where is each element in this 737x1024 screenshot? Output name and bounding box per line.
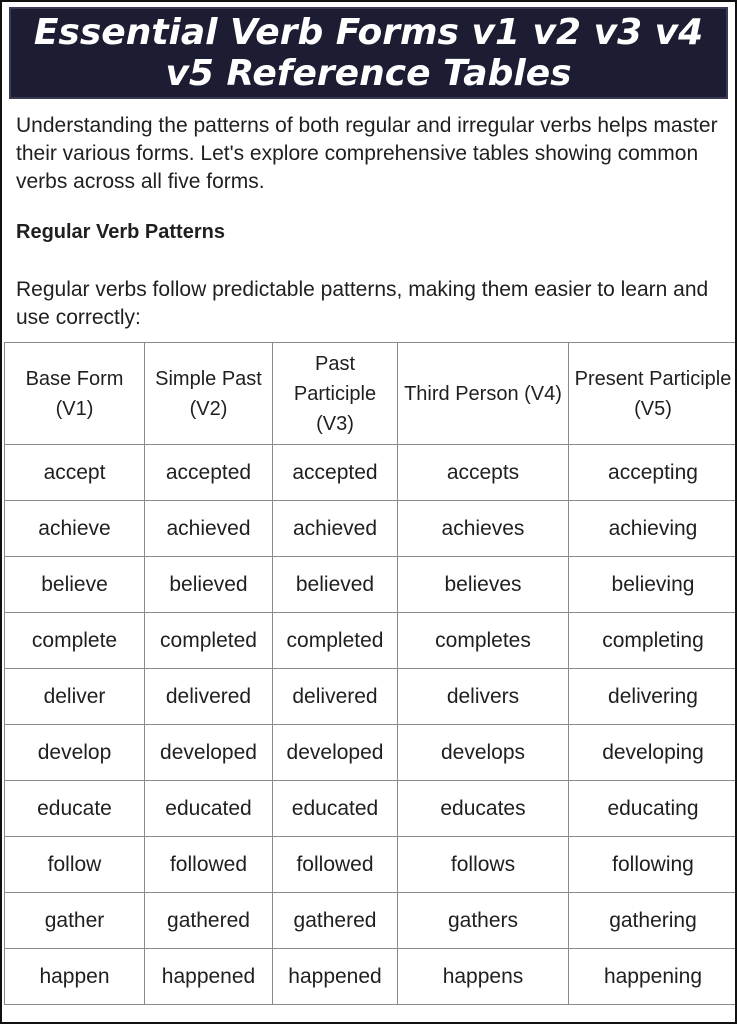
cell-v4: achieves (398, 501, 569, 557)
cell-v1: achieve (5, 501, 145, 557)
cell-v3: developed (273, 725, 398, 781)
cell-v2: happened (145, 949, 273, 1005)
section-heading: Regular Verb Patterns (16, 221, 225, 243)
cell-v5: delivering (569, 669, 737, 725)
column-header-v3: Past Participle (V3) (273, 343, 398, 445)
cell-v3: believed (273, 557, 398, 613)
cell-v5: educating (569, 781, 737, 837)
cell-v2: followed (145, 837, 273, 893)
table-row (5, 557, 737, 613)
page-title: Essential Verb Forms v1 v2 v3 v4 v5 Reference Tables (33, 12, 704, 94)
table-row (5, 613, 737, 669)
cell-v1: gather (5, 893, 145, 949)
cell-v3: happened (273, 949, 398, 1005)
cell-v1: educate (5, 781, 145, 837)
cell-v3: followed (273, 837, 398, 893)
cell-v2: developed (145, 725, 273, 781)
cell-v4: delivers (398, 669, 569, 725)
cell-v4: believes (398, 557, 569, 613)
cell-v3: accepted (273, 445, 398, 501)
table-row (5, 669, 737, 725)
cell-v4: follows (398, 837, 569, 893)
cell-v1: happen (5, 949, 145, 1005)
cell-v3: delivered (273, 669, 398, 725)
cell-v4: educates (398, 781, 569, 837)
column-header-v2: Simple Past (V2) (145, 343, 273, 445)
cell-v2: delivered (145, 669, 273, 725)
cell-v1: accept (5, 445, 145, 501)
cell-v2: completed (145, 613, 273, 669)
table-row (5, 837, 737, 893)
cell-v5: believing (569, 557, 737, 613)
cell-v5: achieving (569, 501, 737, 557)
cell-v1: deliver (5, 669, 145, 725)
table-row (5, 725, 737, 781)
cell-v2: achieved (145, 501, 273, 557)
title-banner (9, 7, 728, 99)
verb-forms-table (4, 342, 737, 1005)
cell-v5: accepting (569, 445, 737, 501)
table-row (5, 445, 737, 501)
cell-v5: following (569, 837, 737, 893)
table-row (5, 893, 737, 949)
cell-v3: achieved (273, 501, 398, 557)
table-row (5, 781, 737, 837)
cell-v5: happening (569, 949, 737, 1005)
cell-v2: educated (145, 781, 273, 837)
intro-paragraph: Understanding the patterns of both regular and irregular verbs helps master their various forms. Let's explore comprehensive tables showing common verbs across all five forms. (16, 114, 718, 193)
cell-v2: believed (145, 557, 273, 613)
table-header-row (5, 343, 737, 445)
cell-v4: happens (398, 949, 569, 1005)
cell-v1: believe (5, 557, 145, 613)
cell-v4: completes (398, 613, 569, 669)
column-header-v5: Present Participle (V5) (569, 343, 737, 445)
cell-v3: educated (273, 781, 398, 837)
table-row (5, 501, 737, 557)
cell-v1: develop (5, 725, 145, 781)
cell-v2: accepted (145, 445, 273, 501)
cell-v1: follow (5, 837, 145, 893)
cell-v3: gathered (273, 893, 398, 949)
section-lead: Regular verbs follow predictable patterns, making them easier to learn and use correctly: (16, 278, 709, 329)
cell-v4: gathers (398, 893, 569, 949)
cell-v5: developing (569, 725, 737, 781)
cell-v2: gathered (145, 893, 273, 949)
cell-v4: develops (398, 725, 569, 781)
cell-v5: gathering (569, 893, 737, 949)
cell-v3: completed (273, 613, 398, 669)
cell-v1: complete (5, 613, 145, 669)
column-header-v1: Base Form (V1) (5, 343, 145, 445)
table-row (5, 949, 737, 1005)
cell-v5: completing (569, 613, 737, 669)
cell-v4: accepts (398, 445, 569, 501)
column-header-v4: Third Person (V4) (398, 343, 569, 445)
